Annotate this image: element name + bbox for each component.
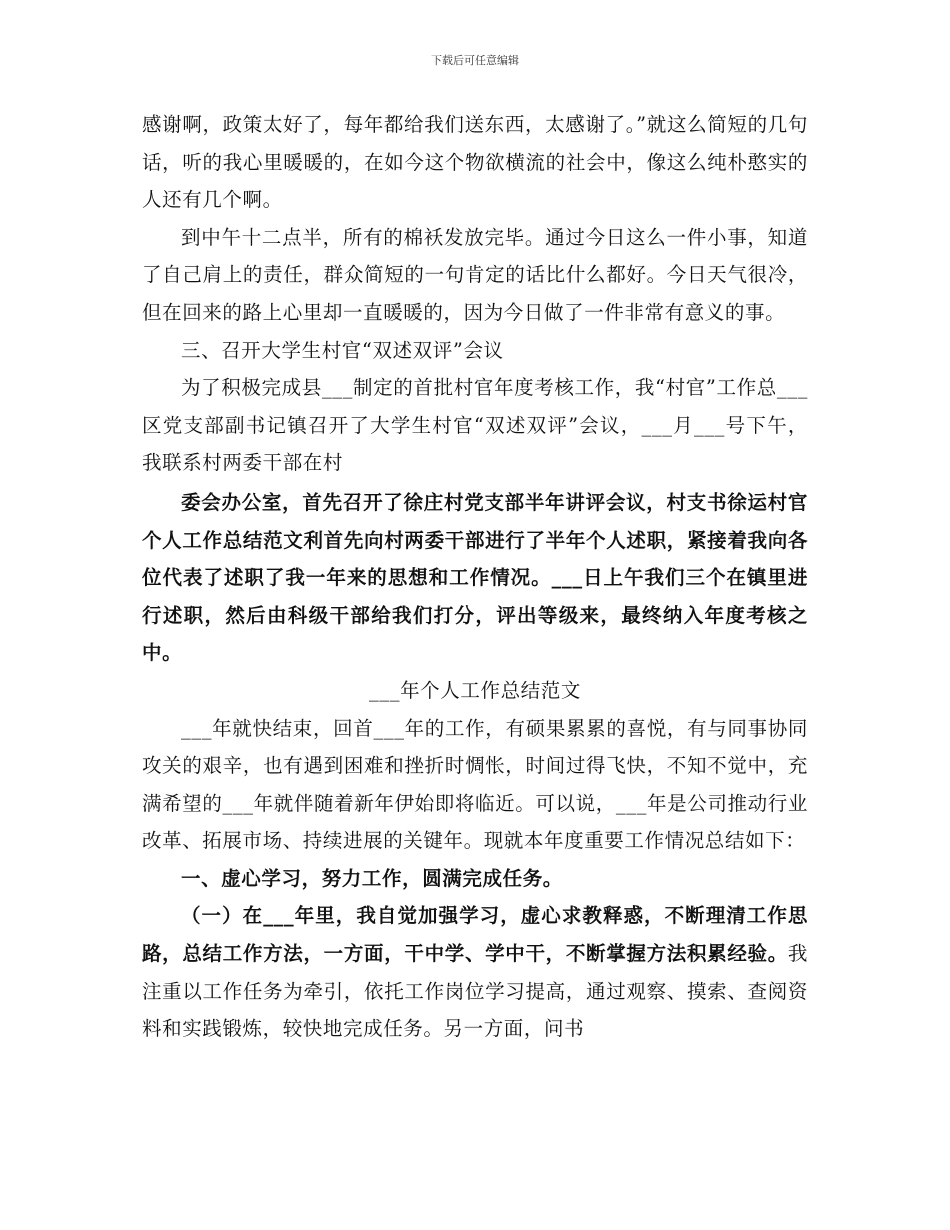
- paragraph-5-bold: 委会办公室，首先召开了徐庄村党支部半年讲评会议，村支书徐运村官个人工作总结范文利首先向村两委干部进行了半年个人述职，紧接着我向各位代表了述职了我一年来的思想和工作情况。___日上午我们三个在镇里进行述职，然后由科级干部给我们打分，评出等级来，最终纳入年度考核之中。: [142, 490, 808, 665]
- paragraph-1: 感谢啊，政策太好了，每年都给我们送东西，太感谢了。”就这么简短的几句话，听的我心里暖暖的，在如今这个物欲横流的社会中，像这么纯朴憨实的人还有几个啊。: [142, 113, 808, 212]
- paragraph-2: 到中午十二点半，所有的棉袄发放完毕。通过今日这么一件小事，知道了自己肩上的责任，群众简短的一句肯定的话比什么都好。今日天气很冷，但在回来的路上心里却一直暖暖的，因为今日做了一件非常有意义的事。: [142, 225, 808, 324]
- paragraph-7-bold-part: （一）在___年里，我自觉加强学习，虚心求教释惑，不断理清工作思路，总结工作方法，一方面，干中学、学中干，不断掌握方法积累经验。: [142, 904, 808, 966]
- paragraph-7: [142, 897, 808, 1047]
- article-title: ___年个人工作总结范文: [369, 678, 581, 702]
- paragraph-6: ___年就快结束，回首___年的工作，有硕果累累的喜悦，有与同事协同攻关的艰辛，也有遇到困难和挫折时惆怅，时间过得飞快，不知不觉中，充满希望的___年就伴随着新年伊始即将临近。可以说，___年是公司推动行业改革、拓展市场、持续进展的关键年。现就本年度重要工作情况总结如下：: [142, 716, 808, 853]
- paragraph-7-normal-part: 我注重以工作任务为牵引，依托工作岗位学习提高，通过观察、摸索、查阅资料和实践锻炼，较快地完成任务。另一方面，问书: [142, 942, 808, 1041]
- page-header: 下载后可任意编辑: [431, 54, 519, 67]
- section-heading-1: 一、虚心学习，努力工作，圆满完成任务。: [181, 866, 563, 890]
- document-body: [142, 106, 808, 1048]
- section-heading-3: 三、召开大学生村官“双述双评”会议: [181, 338, 504, 362]
- paragraph-4: 为了积极完成县___制定的首批村官年度考核工作，我“村官”工作总___区党支部副书记镇召开了大学生村官“双述双评”会议，___月___号下午，我联系村两委干部在村: [142, 376, 808, 475]
